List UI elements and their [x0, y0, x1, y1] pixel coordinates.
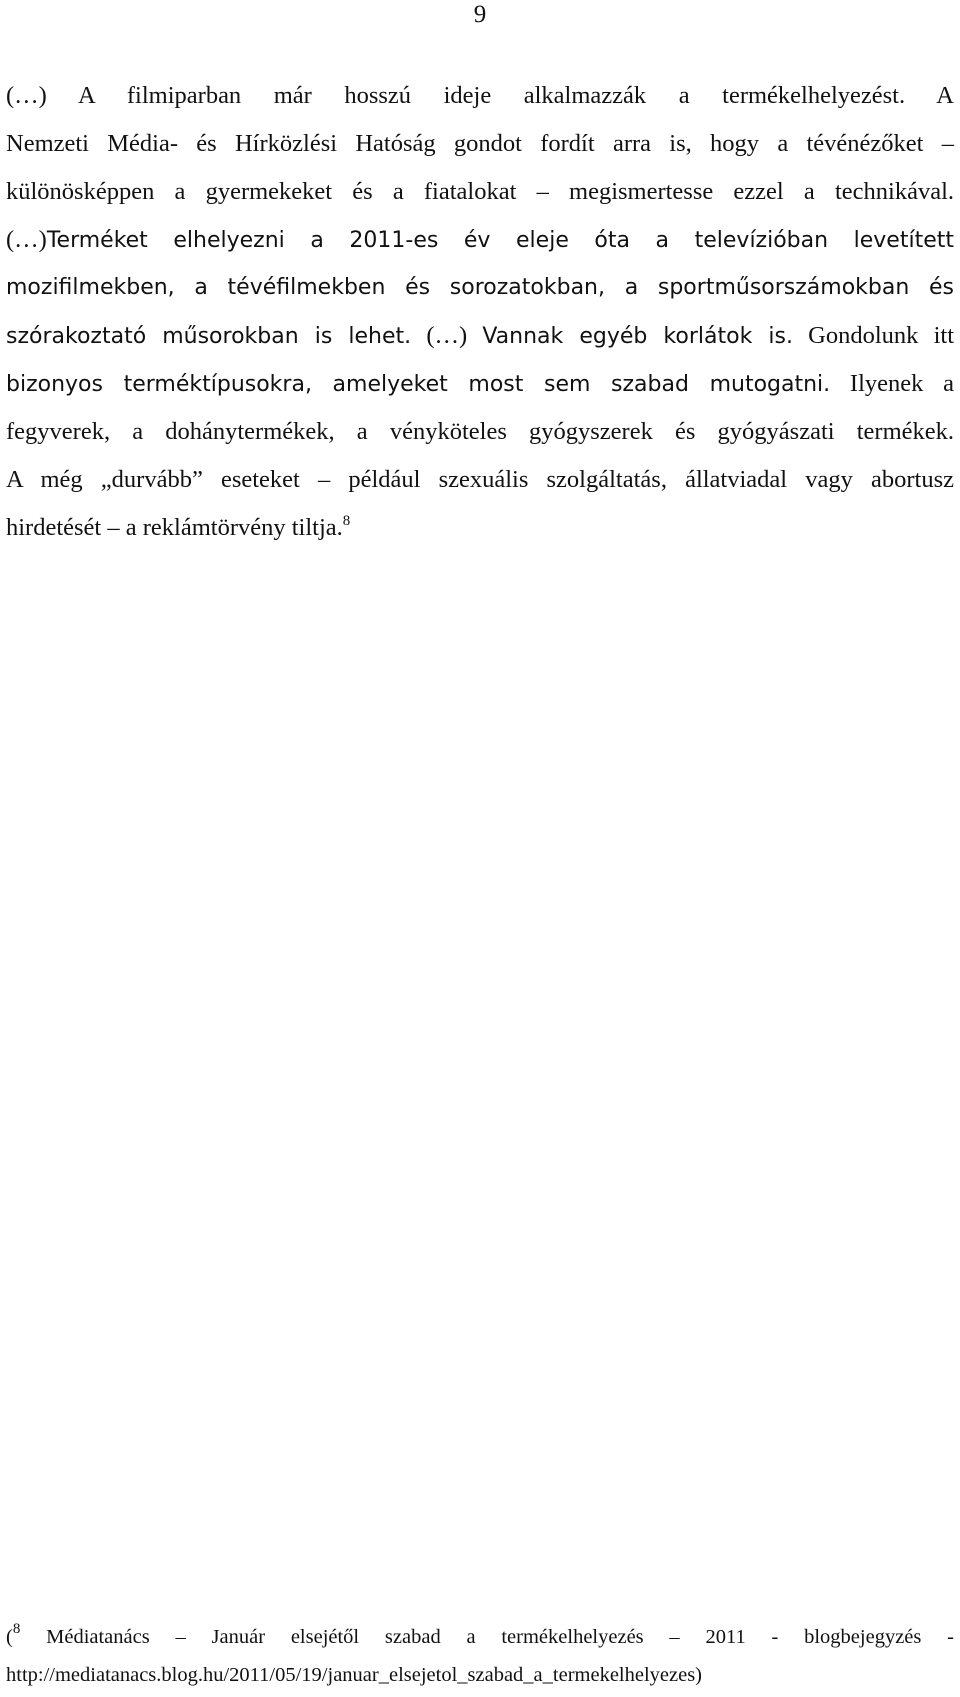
footnote-citation: Médiatanács – Január elsejétől szabad a termékelhelyezés – 2011 - blogbejegyzés - — [20, 1626, 954, 1648]
sentence-text: Ilyenek a — [830, 370, 954, 397]
quoted-text: bizonyos terméktípusokra, amelyeket most sem szabad mutogatni. — [6, 372, 831, 397]
paragraph-line-1: (…) A filmiparban már hosszú ideje alkalmazzák a termékelhelyezést. A — [6, 82, 954, 109]
paragraph-line-4 — [6, 216, 954, 264]
paragraph-line-7 — [6, 360, 954, 408]
footnote-line-1 — [6, 1618, 954, 1656]
footnote — [6, 1618, 954, 1694]
paragraph-line-3: különösképpen a gyermekeket és a fiatalokat – megismertesse ezzel a technikával. — [6, 178, 954, 205]
paragraph-line-2: Nemzeti Média- és Hírközlési Hatóság gondot fordít arra is, hogy a tévénézőket – — [6, 130, 954, 157]
page-number: 9 — [473, 1, 487, 28]
sentence-text: hirdetését – a reklámtörvény tiltja. — [6, 514, 343, 541]
paragraph-line-5: mozifilmekben, a tévéfilmekben és sorozatokban, a sportműsorszámokban és — [6, 275, 954, 300]
quoted-text: Vannak egyéb korlátok is. — [482, 324, 793, 349]
ellipsis-marker: (…) — [411, 322, 483, 349]
footnote-open-paren: ( — [6, 1626, 13, 1648]
footnote-url: http://mediatanacs.blog.hu/2011/05/19/januar_elsejetol_szabad_a_termekelhelyezes) — [6, 1664, 703, 1686]
quoted-text: Terméket elhelyezni a 2011-es év eleje óta a televízióban levetített — [46, 228, 954, 253]
footnote-reference: 8 — [342, 513, 351, 529]
paragraph-line-8: fegyverek, a dohánytermékek, a vényköteles gyógyszerek és gyógyászati termékek. — [6, 418, 954, 445]
paragraph-line-6 — [6, 312, 954, 360]
paragraph-line-9: A még „durvább” eseteket – például szexuális szolgáltatás, állatviadal vagy abortusz — [6, 466, 954, 493]
paragraph-line-10 — [6, 504, 954, 552]
footnote-marker: 8 — [12, 1621, 21, 1637]
quoted-text: szórakoztató műsorokban is lehet. — [6, 324, 412, 349]
ellipsis-marker: (…) — [6, 226, 47, 253]
sentence-text: Gondolunk itt — [792, 322, 954, 349]
body-paragraph — [6, 72, 954, 552]
